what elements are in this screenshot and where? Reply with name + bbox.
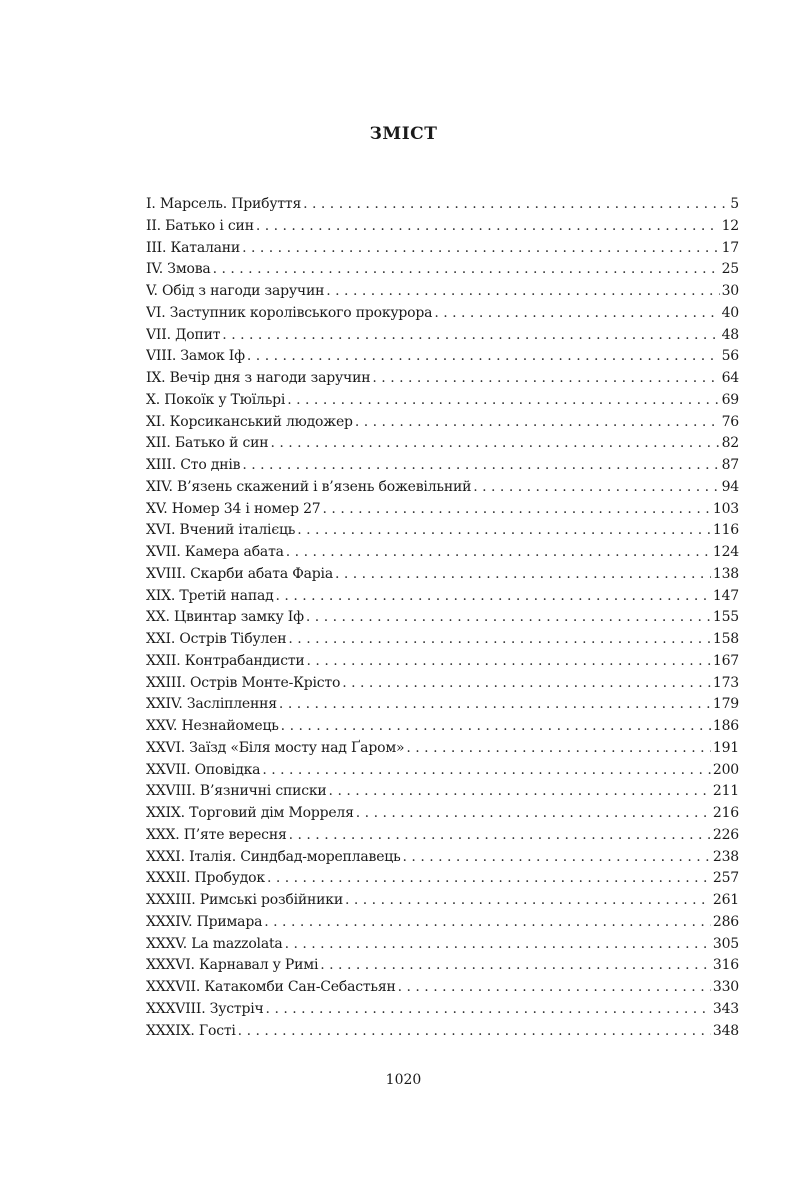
toc-entry-page: 76 <box>721 413 739 430</box>
table-of-contents <box>146 194 739 1042</box>
toc-entry <box>146 803 739 825</box>
dot-leader <box>266 999 711 1021</box>
toc-entry <box>146 586 739 608</box>
toc-entry-title: I. Марсель. Прибуття <box>146 196 302 212</box>
toc-entry <box>146 303 739 325</box>
toc-entry-page: 155 <box>712 609 739 626</box>
toc-entry-page: 25 <box>721 261 739 278</box>
dot-leader <box>406 738 711 760</box>
toc-entry <box>146 325 739 347</box>
toc-entry <box>146 520 739 542</box>
toc-entry-page: 103 <box>712 500 739 517</box>
toc-entry <box>146 368 739 390</box>
toc-entry-page: 40 <box>721 304 739 321</box>
toc-entry-page: 158 <box>712 631 739 647</box>
toc-entry <box>146 781 739 803</box>
toc-entry-title: XXXII. Пробудок <box>146 870 265 887</box>
toc-entry-page: 179 <box>712 696 739 713</box>
toc-entry <box>146 455 739 477</box>
toc-entry-title: XIX. Третій напад <box>146 587 274 604</box>
dot-leader <box>323 499 711 521</box>
dot-leader <box>222 325 719 347</box>
toc-entry-page: 64 <box>721 370 739 386</box>
toc-entry-title: XIV. В’язень скажений і в’язень божевільний <box>146 478 472 495</box>
dot-leader <box>281 716 711 738</box>
toc-entry-title: XXXVIII. Зустріч <box>146 1000 264 1017</box>
toc-entry-page: 186 <box>712 718 739 734</box>
dot-leader <box>473 477 719 499</box>
toc-entry-page: 56 <box>721 348 739 365</box>
dot-leader <box>307 651 711 673</box>
toc-entry-title: XVI. Вчений італієць <box>146 522 296 539</box>
toc-entry <box>146 238 739 260</box>
dot-leader <box>434 303 719 325</box>
dot-leader <box>213 259 720 281</box>
toc-entry-page: 30 <box>721 283 739 299</box>
toc-entry <box>146 542 739 564</box>
toc-entry-page: 211 <box>712 783 739 800</box>
toc-entry-title: XXXVI. Карнавал у Римі <box>146 957 319 974</box>
toc-entry-page: 69 <box>721 391 739 408</box>
toc-entry-page: 82 <box>721 435 739 452</box>
toc-entry-title: XX. Цвинтар замку Іф <box>146 609 304 626</box>
toc-entry-page: 216 <box>712 805 739 821</box>
toc-entry-page: 138 <box>712 565 739 582</box>
toc-entry <box>146 607 739 629</box>
dot-leader <box>345 890 711 912</box>
toc-entry-title: IV. Змова <box>146 261 211 278</box>
toc-entry-title: VI. Заступник королівського прокурора <box>146 304 433 321</box>
toc-entry <box>146 977 739 999</box>
toc-entry-page: 124 <box>712 544 739 560</box>
toc-entry-page: 5 <box>730 196 739 212</box>
toc-entry-title: II. Батько і син <box>146 217 254 234</box>
toc-entry <box>146 564 739 586</box>
dot-leader <box>297 520 711 542</box>
toc-entry-page: 48 <box>721 326 739 343</box>
toc-entry-page: 316 <box>712 957 739 974</box>
dot-leader <box>326 281 719 303</box>
dot-leader <box>242 455 719 477</box>
toc-entry <box>146 629 739 651</box>
toc-entry-page: 94 <box>721 478 739 495</box>
toc-entry-title: XXVI. Заїзд «Біля мосту над Ґаром» <box>146 739 405 756</box>
toc-entry-title: XXXIX. Гості <box>146 1022 236 1039</box>
toc-entry-page: 257 <box>712 870 739 887</box>
toc-entry <box>146 868 739 890</box>
toc-entry-page: 330 <box>712 979 739 995</box>
dot-leader <box>256 216 720 238</box>
toc-entry-page: 17 <box>721 239 739 256</box>
dot-leader <box>398 977 711 999</box>
toc-entry <box>146 760 739 782</box>
toc-entry-title: XXXI. Італія. Синдбад-мореплавець <box>146 848 401 865</box>
toc-entry-title: XV. Номер 34 і номер 27 <box>146 500 321 517</box>
toc-entry <box>146 499 739 521</box>
dot-leader <box>329 781 711 803</box>
toc-entry <box>146 1021 739 1043</box>
dot-leader <box>279 694 711 716</box>
toc-entry <box>146 999 739 1021</box>
toc-entry-title: XXIX. Торговий дім Морреля <box>146 805 354 821</box>
toc-entry-title: XVIII. Скарби абата Фаріа <box>146 565 333 582</box>
toc-entry <box>146 477 739 499</box>
dot-leader <box>242 238 720 260</box>
dot-leader <box>356 803 711 825</box>
toc-entry <box>146 412 739 434</box>
toc-entry-title: XVII. Камера абата <box>146 544 284 560</box>
toc-entry-title: V. Обід з нагоди заручин <box>146 283 325 299</box>
toc-entry-title: XXXV. La mazzolata <box>146 935 283 952</box>
toc-entry <box>146 194 739 216</box>
toc-entry <box>146 738 739 760</box>
toc-entry-title: XXVIII. В’язничні списки <box>146 783 327 800</box>
toc-entry-title: XXIII. Острів Монте-Крісто <box>146 674 341 691</box>
toc-entry-page: 87 <box>721 457 739 473</box>
toc-entry-page: 305 <box>712 935 739 952</box>
dot-leader <box>247 346 720 368</box>
toc-entry <box>146 955 739 977</box>
dot-leader <box>335 564 711 586</box>
toc-entry-page: 191 <box>712 739 739 756</box>
toc-entry-title: XXXIII. Римські розбійники <box>146 892 343 908</box>
toc-entry <box>146 346 739 368</box>
dot-leader <box>276 586 711 608</box>
dot-leader <box>320 955 711 977</box>
dot-leader <box>403 847 711 869</box>
dot-leader <box>342 673 711 695</box>
dot-leader <box>286 542 711 564</box>
toc-entry <box>146 694 739 716</box>
toc-entry <box>146 259 739 281</box>
toc-entry-title: XXV. Незнайомець <box>146 718 279 734</box>
toc-entry <box>146 281 739 303</box>
toc-entry-title: X. Покоїк у Тюїльрі <box>146 391 286 408</box>
toc-entry-title: XXVII. Оповідка <box>146 761 261 778</box>
toc-entry-title: XIII. Сто днів <box>146 457 241 473</box>
toc-entry-title: XXIV. Засліплення <box>146 696 277 713</box>
dot-leader <box>289 825 711 847</box>
toc-entry-title: XII. Батько й син <box>146 435 269 452</box>
toc-entry-page: 286 <box>712 913 739 930</box>
toc-entry <box>146 216 739 238</box>
toc-entry-title: XXX. П’яте вересня <box>146 826 287 843</box>
page-title: ЗМІСТ <box>369 124 438 144</box>
toc-entry-title: XXI. Острів Тібулен <box>146 631 287 647</box>
dot-leader <box>270 433 719 455</box>
toc-entry-title: XXXIV. Примара <box>146 913 263 930</box>
toc-entry-page: 12 <box>721 217 739 234</box>
dot-leader <box>285 934 711 956</box>
page-number: 1020 <box>385 1072 422 1088</box>
toc-entry-page: 238 <box>712 848 739 865</box>
toc-entry <box>146 716 739 738</box>
toc-entry <box>146 433 739 455</box>
toc-entry-page: 147 <box>712 587 739 604</box>
toc-entry <box>146 651 739 673</box>
dot-leader <box>238 1021 711 1043</box>
toc-entry <box>146 934 739 956</box>
toc-entry-page: 167 <box>712 652 739 669</box>
dot-leader <box>264 912 711 934</box>
dot-leader <box>287 390 719 412</box>
toc-entry-title: XXII. Контрабандисти <box>146 652 305 669</box>
toc-entry-page: 226 <box>712 826 739 843</box>
dot-leader <box>372 368 719 390</box>
toc-entry-page: 343 <box>712 1000 739 1017</box>
toc-entry <box>146 890 739 912</box>
toc-entry-page: 173 <box>712 674 739 691</box>
toc-entry-page: 200 <box>712 761 739 778</box>
toc-entry-title: VIII. Замок Іф <box>146 348 245 365</box>
toc-entry <box>146 847 739 869</box>
dot-leader <box>262 760 711 782</box>
toc-entry <box>146 912 739 934</box>
dot-leader <box>288 629 710 651</box>
toc-entry <box>146 825 739 847</box>
toc-entry-page: 261 <box>712 892 739 908</box>
toc-entry-title: XXXVII. Катакомби Сан-Себастьян <box>146 979 396 995</box>
dot-leader <box>303 194 728 216</box>
toc-entry-title: VII. Допит <box>146 326 221 343</box>
dot-leader <box>355 412 720 434</box>
toc-entry-title: III. Каталани <box>146 239 241 256</box>
dot-leader <box>306 607 711 629</box>
toc-entry-title: IX. Вечір дня з нагоди заручин <box>146 370 371 386</box>
toc-entry-page: 116 <box>712 522 739 539</box>
toc-entry-page: 348 <box>712 1022 739 1039</box>
toc-entry <box>146 390 739 412</box>
toc-entry <box>146 673 739 695</box>
toc-entry-title: XI. Корсиканський людожер <box>146 413 353 430</box>
dot-leader <box>267 868 711 890</box>
